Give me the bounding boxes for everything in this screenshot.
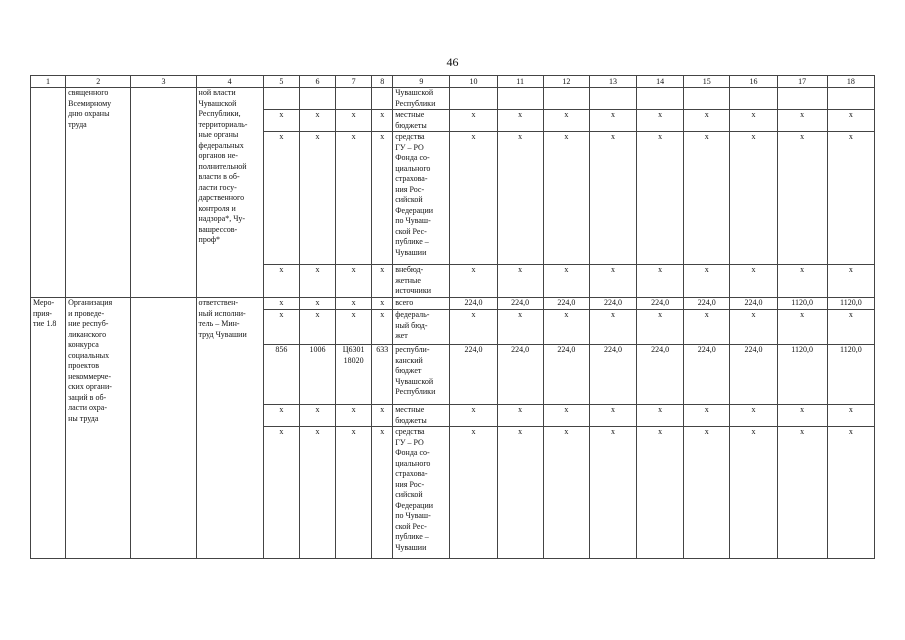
- code-cell: [372, 88, 393, 110]
- code-cell: [336, 88, 372, 110]
- value-cell: 224,0: [497, 298, 543, 310]
- value-cell: х: [730, 132, 777, 265]
- value-cell: х: [637, 110, 684, 132]
- value-cell: 1120,0: [777, 298, 827, 310]
- table-row: [31, 88, 875, 110]
- code-cell: х: [263, 405, 299, 427]
- executor-cell: ной власти Чувашской Республики, территориаль- ные органы федеральных органов не- полнительной власти в об- ласти госу- дарственного контроля и надзора*, Чу- вашрессов- проф*: [196, 88, 263, 298]
- code-cell: х: [299, 405, 335, 427]
- code-cell: х: [299, 132, 335, 265]
- value-cell: х: [777, 132, 827, 265]
- value-cell: х: [827, 405, 874, 427]
- value-cell: 224,0: [589, 298, 636, 310]
- program-table: [30, 75, 875, 559]
- column-header: 3: [131, 76, 196, 88]
- value-cell: 224,0: [637, 298, 684, 310]
- empty-cell: [131, 298, 196, 559]
- value-cell: х: [450, 265, 497, 298]
- column-header: 9: [393, 76, 450, 88]
- column-header: 10: [450, 76, 497, 88]
- value-cell: 1120,0: [827, 345, 874, 405]
- value-cell: 1120,0: [827, 298, 874, 310]
- value-cell: х: [777, 427, 827, 559]
- value-cell: х: [450, 132, 497, 265]
- code-cell: [263, 88, 299, 110]
- value-cell: 224,0: [497, 345, 543, 405]
- value-cell: х: [637, 265, 684, 298]
- code-cell: х: [299, 265, 335, 298]
- value-cell: х: [450, 405, 497, 427]
- code-cell: х: [299, 298, 335, 310]
- value-cell: х: [730, 427, 777, 559]
- value-cell: х: [497, 405, 543, 427]
- value-cell: х: [589, 265, 636, 298]
- value-cell: х: [589, 405, 636, 427]
- code-cell: х: [336, 265, 372, 298]
- code-cell: х: [263, 110, 299, 132]
- column-header: 14: [637, 76, 684, 88]
- value-cell: х: [450, 110, 497, 132]
- code-cell: х: [372, 298, 393, 310]
- value-cell: х: [450, 427, 497, 559]
- value-cell: х: [543, 310, 589, 345]
- column-header: 6: [299, 76, 335, 88]
- value-cell: 224,0: [684, 298, 730, 310]
- funding-source-cell: средства ГУ – РО Фонда со- циального страхова- ния Рос- сийской Федерации по Чуваш- ской Рес- публике – Чувашии: [393, 427, 450, 559]
- column-header: 12: [543, 76, 589, 88]
- value-cell: 224,0: [543, 298, 589, 310]
- value-cell: х: [684, 310, 730, 345]
- code-cell: х: [336, 110, 372, 132]
- value-cell: х: [684, 110, 730, 132]
- value-cell: 224,0: [730, 298, 777, 310]
- code-cell: х: [336, 405, 372, 427]
- value-cell: 1120,0: [777, 345, 827, 405]
- value-cell: х: [589, 427, 636, 559]
- code-cell: х: [336, 132, 372, 265]
- value-cell: х: [730, 265, 777, 298]
- value-cell: х: [637, 132, 684, 265]
- value-cell: х: [827, 110, 874, 132]
- column-header: 17: [777, 76, 827, 88]
- executor-cell: ответствен- ный исполни- тель – Мин- труд Чувашии: [196, 298, 263, 559]
- column-header: 4: [196, 76, 263, 88]
- code-cell: 633: [372, 345, 393, 405]
- funding-source-cell: внебюд- жетные источники: [393, 265, 450, 298]
- code-cell: х: [263, 427, 299, 559]
- funding-source-cell: республи- канский бюджет Чувашской Республики: [393, 345, 450, 405]
- code-cell: х: [336, 298, 372, 310]
- value-cell: 224,0: [637, 345, 684, 405]
- code-cell: х: [263, 265, 299, 298]
- value-cell: х: [684, 427, 730, 559]
- funding-source-cell: средства ГУ – РО Фонда со- циального страхова- ния Рос- сийской Федерации по Чуваш- ской Рес- публике – Чувашии: [393, 132, 450, 265]
- value-cell: х: [777, 265, 827, 298]
- code-cell: х: [263, 310, 299, 345]
- value-cell: х: [637, 405, 684, 427]
- table-row: [31, 298, 875, 310]
- page-number: 46: [446, 55, 459, 69]
- column-header: 18: [827, 76, 874, 88]
- header-row: [31, 76, 875, 88]
- value-cell: 224,0: [450, 298, 497, 310]
- value-cell: [637, 88, 684, 110]
- code-cell: х: [372, 427, 393, 559]
- column-header: 5: [263, 76, 299, 88]
- value-cell: 224,0: [589, 345, 636, 405]
- value-cell: х: [827, 310, 874, 345]
- code-cell: х: [372, 110, 393, 132]
- value-cell: х: [543, 110, 589, 132]
- value-cell: х: [777, 110, 827, 132]
- funding-source-cell: Чувашской Республики: [393, 88, 450, 110]
- value-cell: х: [684, 132, 730, 265]
- funding-source-cell: всего: [393, 298, 450, 310]
- value-cell: х: [497, 265, 543, 298]
- code-cell: х: [372, 310, 393, 345]
- value-cell: [589, 88, 636, 110]
- value-cell: [827, 88, 874, 110]
- measure-name-cell: священного Всемирному дню охраны труда: [66, 88, 131, 298]
- value-cell: х: [497, 310, 543, 345]
- value-cell: х: [543, 132, 589, 265]
- value-cell: х: [637, 310, 684, 345]
- value-cell: х: [589, 110, 636, 132]
- value-cell: х: [684, 405, 730, 427]
- code-cell: 1006: [299, 345, 335, 405]
- value-cell: х: [497, 110, 543, 132]
- code-cell: х: [336, 427, 372, 559]
- value-cell: [777, 88, 827, 110]
- code-cell: х: [372, 132, 393, 265]
- value-cell: х: [827, 265, 874, 298]
- value-cell: [730, 88, 777, 110]
- code-cell: х: [299, 310, 335, 345]
- value-cell: [684, 88, 730, 110]
- value-cell: 224,0: [684, 345, 730, 405]
- code-cell: х: [299, 427, 335, 559]
- value-cell: х: [637, 427, 684, 559]
- measure-name-cell: Организация и проведе- ние респуб- ликанского конкурса социальных проектов некоммерче- ских органи- заций в об- ласти охра- ны труда: [66, 298, 131, 559]
- code-cell: х: [372, 405, 393, 427]
- code-cell: х: [263, 132, 299, 265]
- code-cell: х: [263, 298, 299, 310]
- value-cell: [543, 88, 589, 110]
- value-cell: х: [543, 405, 589, 427]
- value-cell: х: [730, 310, 777, 345]
- value-cell: х: [730, 405, 777, 427]
- column-header: 15: [684, 76, 730, 88]
- value-cell: х: [497, 427, 543, 559]
- code-cell: х: [299, 110, 335, 132]
- funding-source-cell: местные бюджеты: [393, 110, 450, 132]
- value-cell: 224,0: [543, 345, 589, 405]
- value-cell: х: [450, 310, 497, 345]
- value-cell: 224,0: [730, 345, 777, 405]
- value-cell: х: [777, 405, 827, 427]
- value-cell: [497, 88, 543, 110]
- value-cell: х: [827, 427, 874, 559]
- value-cell: х: [543, 265, 589, 298]
- value-cell: х: [827, 132, 874, 265]
- column-header: 13: [589, 76, 636, 88]
- code-cell: 856: [263, 345, 299, 405]
- value-cell: 224,0: [450, 345, 497, 405]
- value-cell: х: [543, 427, 589, 559]
- measure-number-cell: Меро- прия- тие 1.8: [31, 298, 66, 559]
- value-cell: [450, 88, 497, 110]
- column-header: 2: [66, 76, 131, 88]
- column-header: 11: [497, 76, 543, 88]
- column-header: 1: [31, 76, 66, 88]
- measure-number-cell: [31, 88, 66, 298]
- value-cell: х: [730, 110, 777, 132]
- code-cell: х: [372, 265, 393, 298]
- value-cell: х: [777, 310, 827, 345]
- value-cell: х: [497, 132, 543, 265]
- column-header: 16: [730, 76, 777, 88]
- empty-cell: [131, 88, 196, 298]
- value-cell: х: [684, 265, 730, 298]
- funding-source-cell: федераль- ный бюд- жет: [393, 310, 450, 345]
- column-header: 7: [336, 76, 372, 88]
- funding-source-cell: местные бюджеты: [393, 405, 450, 427]
- code-cell: х: [336, 310, 372, 345]
- value-cell: х: [589, 310, 636, 345]
- value-cell: х: [589, 132, 636, 265]
- code-cell: [299, 88, 335, 110]
- code-cell: Ц6301 18020: [336, 345, 372, 405]
- column-header: 8: [372, 76, 393, 88]
